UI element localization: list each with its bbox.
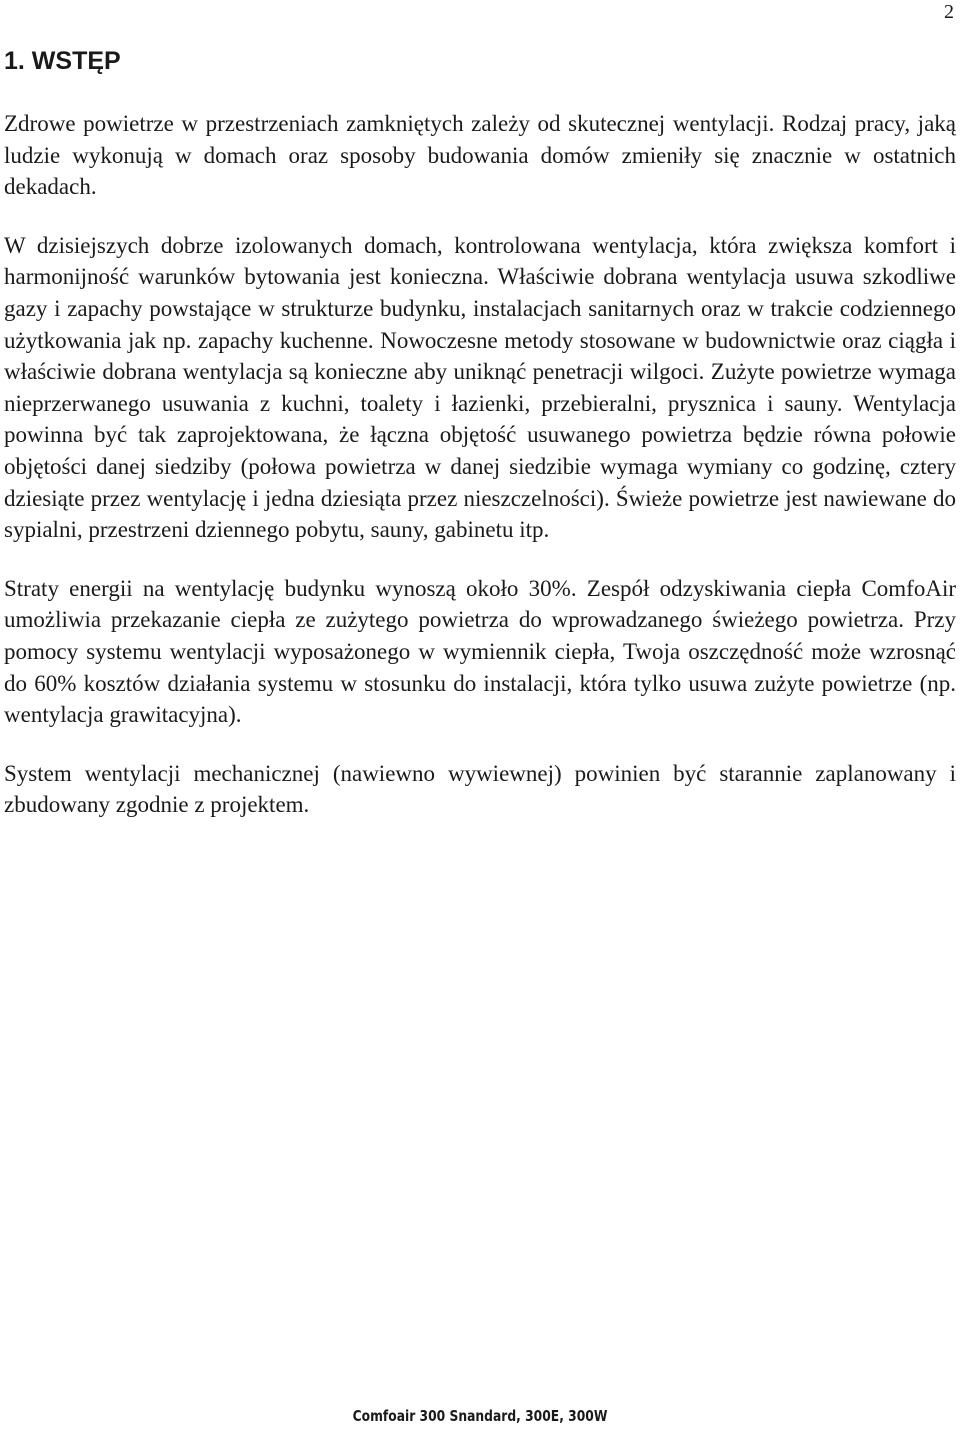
- paragraph-intro: Zdrowe powietrze w przestrzeniach zamkniętych zależy od skutecznej wentylacji. Rodzaj pracy, jaką ludzie wykonują w domach oraz sposoby budowania domów zmieniły się znacznie w ostatnich dekadach.: [4, 111, 956, 200]
- page-number: 2: [944, 1, 954, 23]
- paragraph-system: System wentylacji mechanicznej (nawiewno wywiewnej) powinien być starannie zaplanowany i zbudowany zgodnie z projektem.: [4, 760, 956, 818]
- page-footer: Comfoair 300 Snandard, 300E, 300W: [352, 1407, 608, 1425]
- paragraph-ventilation: W dzisiejszych dobrze izolowanych domach, kontrolowana wentylacja, która zwiększa komfort i harmonijność warunków bytowania jest konieczna. Właściwie dobrana wentylacja usuwa szkodliwe gazy i zapachy powstające w strukturze budynku, instalacjach sanitarnych oraz w trakcie codziennego użytkowania jak np. zapachy kuchenne. Nowoczesne metody stosowane w budownictwie oraz ciągła i właściwie dobrana wentylacja są konieczne aby uniknąć penetracji wilgoci. Zużyte powietrze wymaga nieprzerwanego usuwania z kuchni, toalety i łazienki, przebieralni, prysznica i sauny. Wentylacja powinna być tak zaprojektowana, że łączna objętość usuwanego powietrza będzie równa połowie objętości danej siedziby (połowa powietrza w danej siedzibie wymaga wymiany co godzinę, cztery dziesiąte przez wentylację i jedna dziesiąta przez nieszczelności). Świeże powietrze jest nawiewane do sypialni, przestrzeni dziennego pobytu, sauny, gabinetu itp.: [4, 232, 956, 543]
- body-text: [4, 108, 956, 848]
- paragraph-energy: Straty energii na wentylację budynku wynoszą około 30%. Zespół odzyskiwania ciepła ComfoAir umożliwia przekazanie ciepła ze zużytego powietrza do wprowadzanego świeżego powietrza. Przy pomocy systemu wentylacji wyposażonego w wymiennik ciepła, Twoja oszczędność może wzrosnąć do 60% kosztów działania systemu w stosunku do instalacji, która tylko usuwa zużyte powietrze (np. wentylacja grawitacyjna).: [4, 575, 956, 728]
- section-heading: 1. WSTĘP: [4, 47, 121, 75]
